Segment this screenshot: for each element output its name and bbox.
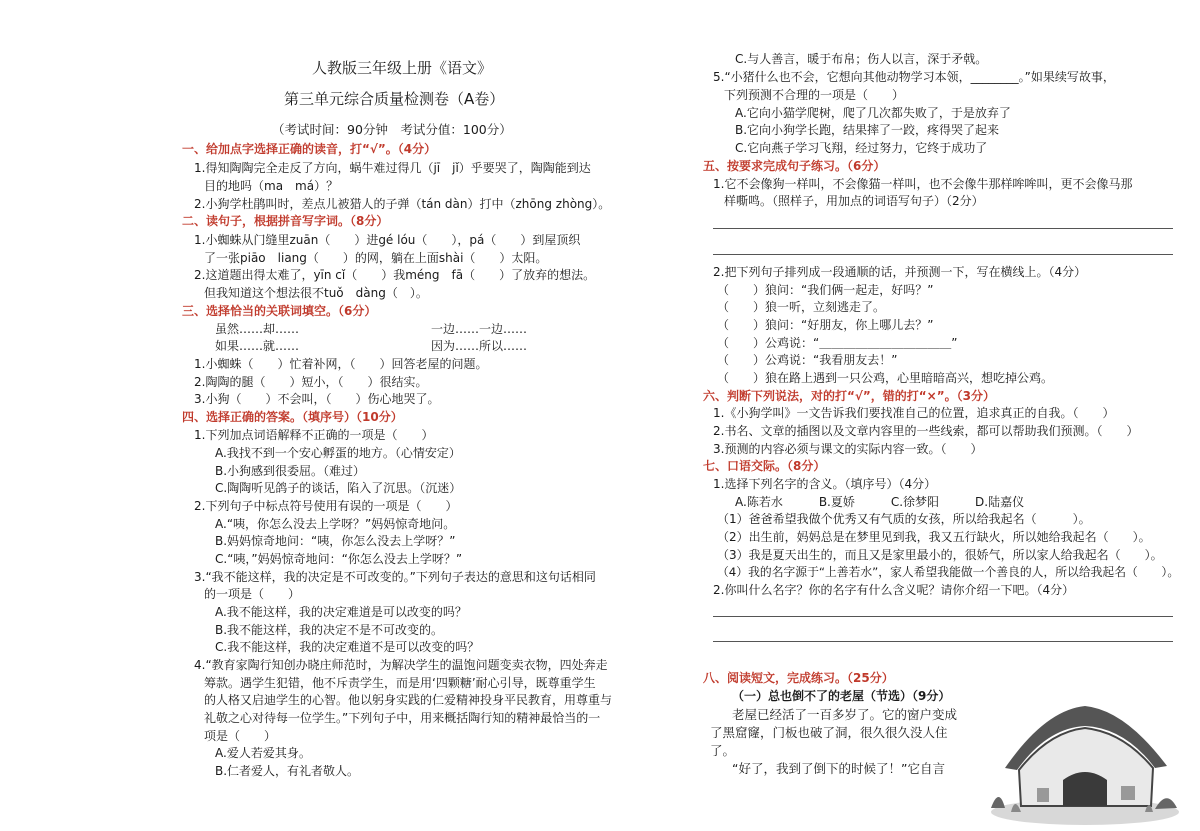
sentence-item: （ ）狼在路上遇到一只公鸡，心里暗暗高兴，想吃掉公鸡。	[717, 371, 1054, 385]
question-line: 1.小蜘蛛从门缝里zuān（ ）进gé lóu（ ），pá（ ）到屋顶织	[194, 233, 581, 247]
exam-title: 人教版三年级上册《语文》	[312, 59, 493, 77]
passage-line: “好了，我到了倒下的时候了！”它自言	[732, 761, 945, 776]
question-line: 3.“我不能这样，我的决定是不可改变的。”下列句子表达的意思和这句话相同	[194, 570, 596, 584]
answer-line	[713, 254, 1173, 255]
exam-subtitle: 第三单元综合质量检测卷（A卷）	[284, 90, 505, 108]
answer-line	[713, 616, 1173, 617]
question-line: 2.陶陶的腿（ ）短小，（ ）很结实。	[194, 375, 428, 389]
question-line: 5.“小猪什么也不会，它想向其他动物学习本领，________。”如果续写故事，	[713, 70, 1115, 84]
sentence-item: （ ）狼问：“好朋友，你上哪儿去？”	[717, 318, 934, 332]
question-line: 的一项是（ ）	[204, 587, 301, 601]
option-line: B.仁者爱人，有礼者敬人。	[215, 764, 360, 778]
question-line: 的人格又启迪学生的心智。他以躬身实践的仁爱精神投身平民教育，用尊重与	[204, 693, 613, 707]
name-item: （3）我是夏天出生的，而且又是家里最小的，很娇气，所以家人给我起名（ ）。	[717, 548, 1163, 562]
section-2-heading: 二、读句子，根据拼音写字词。（8分）	[182, 214, 389, 228]
question-line: 3.小狗（ ）不会叫，（ ）伤心地哭了。	[194, 392, 440, 406]
name-item: （2）出生前，妈妈总是在梦里见到我，我又五行缺火，所以她给我起名（ ）。	[717, 530, 1151, 544]
name-options: A.陈若水 B.夏娇 C.徐梦阳 D.陆嘉仪	[735, 495, 1025, 509]
question-line: 1.选择下列名字的含义。（填序号）（4分）	[713, 477, 937, 491]
conjunction-options: 如果……就…… 因为……所以……	[215, 339, 528, 353]
sentence-item: （ ）公鸡说：“＿＿＿＿＿＿＿＿＿＿＿”	[717, 336, 958, 350]
question-line: 1.它不会像狗一样叫，不会像猫一样叫，也不会像牛那样哞哞叫，更不会像马那	[713, 177, 1133, 191]
option-line: A.它向小猫学爬树，爬了几次都失败了，于是放弃了	[735, 106, 1011, 120]
section-3-heading: 三、选择恰当的关联词填空。（6分）	[182, 304, 377, 318]
option-line: C.我不能这样，我的决定难道不是可以改变的吗？	[215, 640, 480, 654]
question-line: 礼敬之心对待每一位学生。”下列句子中，用来概括陶行知的精神最恰当的一	[204, 711, 601, 725]
sentence-item: （ ）狼一听，立刻逃走了。	[717, 300, 886, 314]
option-line: C.“咦，”妈妈惊奇地问：“你怎么没去上学呀？”	[215, 552, 463, 566]
passage-line: 老屋已经活了一百多岁了。它的窗户变成	[732, 707, 958, 722]
question-line: 2.把下列句子排列成一段通顺的话，并预测一下，写在横线上。（4分）	[713, 265, 1087, 279]
question-line: 下列预测不合理的一项是（ ）	[724, 88, 905, 102]
option-line: B.小狗感到很委屈。（难过）	[215, 464, 366, 478]
question-line: 2.你叫什么名字？你的名字有什么含义呢？请你介绍一下吧。（4分）	[713, 583, 1075, 597]
question-line: 1.得知陶陶完全走反了方向，蜗牛难过得几（jī jǐ）乎要哭了，陶陶能到达	[194, 161, 591, 175]
option-line: A.爱人若爱其身。	[215, 746, 311, 760]
sentence-item: （ ）狼问：“我们俩一起走，好吗？”	[717, 283, 934, 297]
question-line: 但我知道这个想法很不tuǒ dàng（ ）。	[204, 286, 428, 300]
name-item: （1）爸爸希望我做个优秀又有气质的女孩，所以给我起名（ ）。	[717, 512, 1091, 526]
section-6-heading: 六、判断下列说法，对的打“√”，错的打“×”。（3分）	[703, 389, 995, 403]
judgement-item: 2.书名、文章的插图以及文章内容里的一些线索，都可以帮助我们预测。（ ）	[713, 424, 1139, 438]
answer-line	[713, 641, 1173, 642]
judgement-item: 1.《小狗学叫》一文告诉我们要找准自己的位置，追求真正的自我。（ ）	[713, 406, 1115, 420]
passage-line: 了。	[710, 743, 736, 758]
conjunction-options: 虽然……却…… 一边……一边……	[215, 322, 528, 336]
option-line: A.我不能这样，我的决定难道是可以改变的吗？	[215, 605, 467, 619]
question-line: 4.“教育家陶行知创办晓庄师范时，为解决学生的温饱问题变卖衣物，四处奔走	[194, 658, 608, 672]
option-line: B.妈妈惊奇地问：“咦，你怎么没去上学呀？”	[215, 534, 456, 548]
option-line: C.陶陶听见鸽子的谈话，陷入了沉思。（沉迷）	[215, 481, 462, 495]
passage-line: 了黑窟窿，门板也破了洞，很久很久没人住	[710, 725, 948, 740]
old-house-illustration	[985, 688, 1185, 828]
question-line: 2.这道题出得太难了，yīn cǐ（ ）我méng fā（ ）了放弃的想法。	[194, 268, 596, 282]
question-line: 项是（ ）	[204, 729, 277, 743]
question-line: 目的地吗（ma má）？	[204, 179, 339, 193]
option-line: B.我不能这样，我的决定不是不可改变的。	[215, 623, 444, 637]
option-line: A.“咦，你怎么没去上学呀？”妈妈惊奇地问。	[215, 517, 456, 531]
section-1-heading: 一、给加点字选择正确的读音，打“√”。（4分）	[182, 142, 437, 156]
answer-line	[713, 228, 1173, 229]
question-line: 1.下列加点词语解释不正确的一项是（ ）	[194, 428, 434, 442]
question-line: 了一张piāo liang（ ）的网，躺在上面shài（ ）太阳。	[204, 251, 548, 265]
question-line: 样嘶鸣。（照样子，用加点的词语写句子）（2分）	[724, 194, 984, 208]
section-5-heading: 五、按要求完成句子练习。（6分）	[703, 159, 886, 173]
passage-title: （一）总也倒不了的老屋（节选）（9分）	[732, 689, 951, 703]
option-line: C.它向燕子学习飞翔，经过努力，它终于成功了	[735, 141, 988, 155]
section-8-heading: 八、阅读短文，完成练习。（25分）	[703, 671, 894, 685]
question-line: 1.小蜘蛛（ ）忙着补网，（ ）回答老屋的问题。	[194, 357, 488, 371]
option-line: A.我找不到一个安心孵蛋的地方。（心情安定）	[215, 446, 461, 460]
section-4-heading: 四、选择正确的答案。（填序号）（10分）	[182, 410, 403, 424]
option-line: B.它向小狗学长跑，结果摔了一跤，疼得哭了起来	[735, 123, 1000, 137]
question-line: 筹款。遇学生犯错，他不斥责学生，而是用‘四颗糖’耐心引导，既尊重学生	[204, 676, 596, 690]
name-item: （4）我的名字源于“上善若水”，家人希望我能做一个善良的人，所以给我起名（ ）。	[717, 565, 1180, 579]
question-line: 2.小狗学杜鹃叫时，差点儿被猎人的子弹（tán dàn）打中（zhōng zhòng）。	[194, 197, 611, 211]
exam-info: （考试时间：90分钟 考试分值：100分）	[272, 122, 512, 137]
section-7-heading: 七、口语交际。（8分）	[703, 459, 826, 473]
option-line: C.与人善言，暖于布帛；伤人以言，深于矛戟。	[735, 52, 988, 66]
question-line: 2.下列句子中标点符号使用有误的一项是（ ）	[194, 499, 458, 513]
judgement-item: 3.预测的内容必须与课文的实际内容一致。（ ）	[713, 442, 983, 456]
sentence-item: （ ）公鸡说：“我看朋友去！”	[717, 353, 898, 367]
